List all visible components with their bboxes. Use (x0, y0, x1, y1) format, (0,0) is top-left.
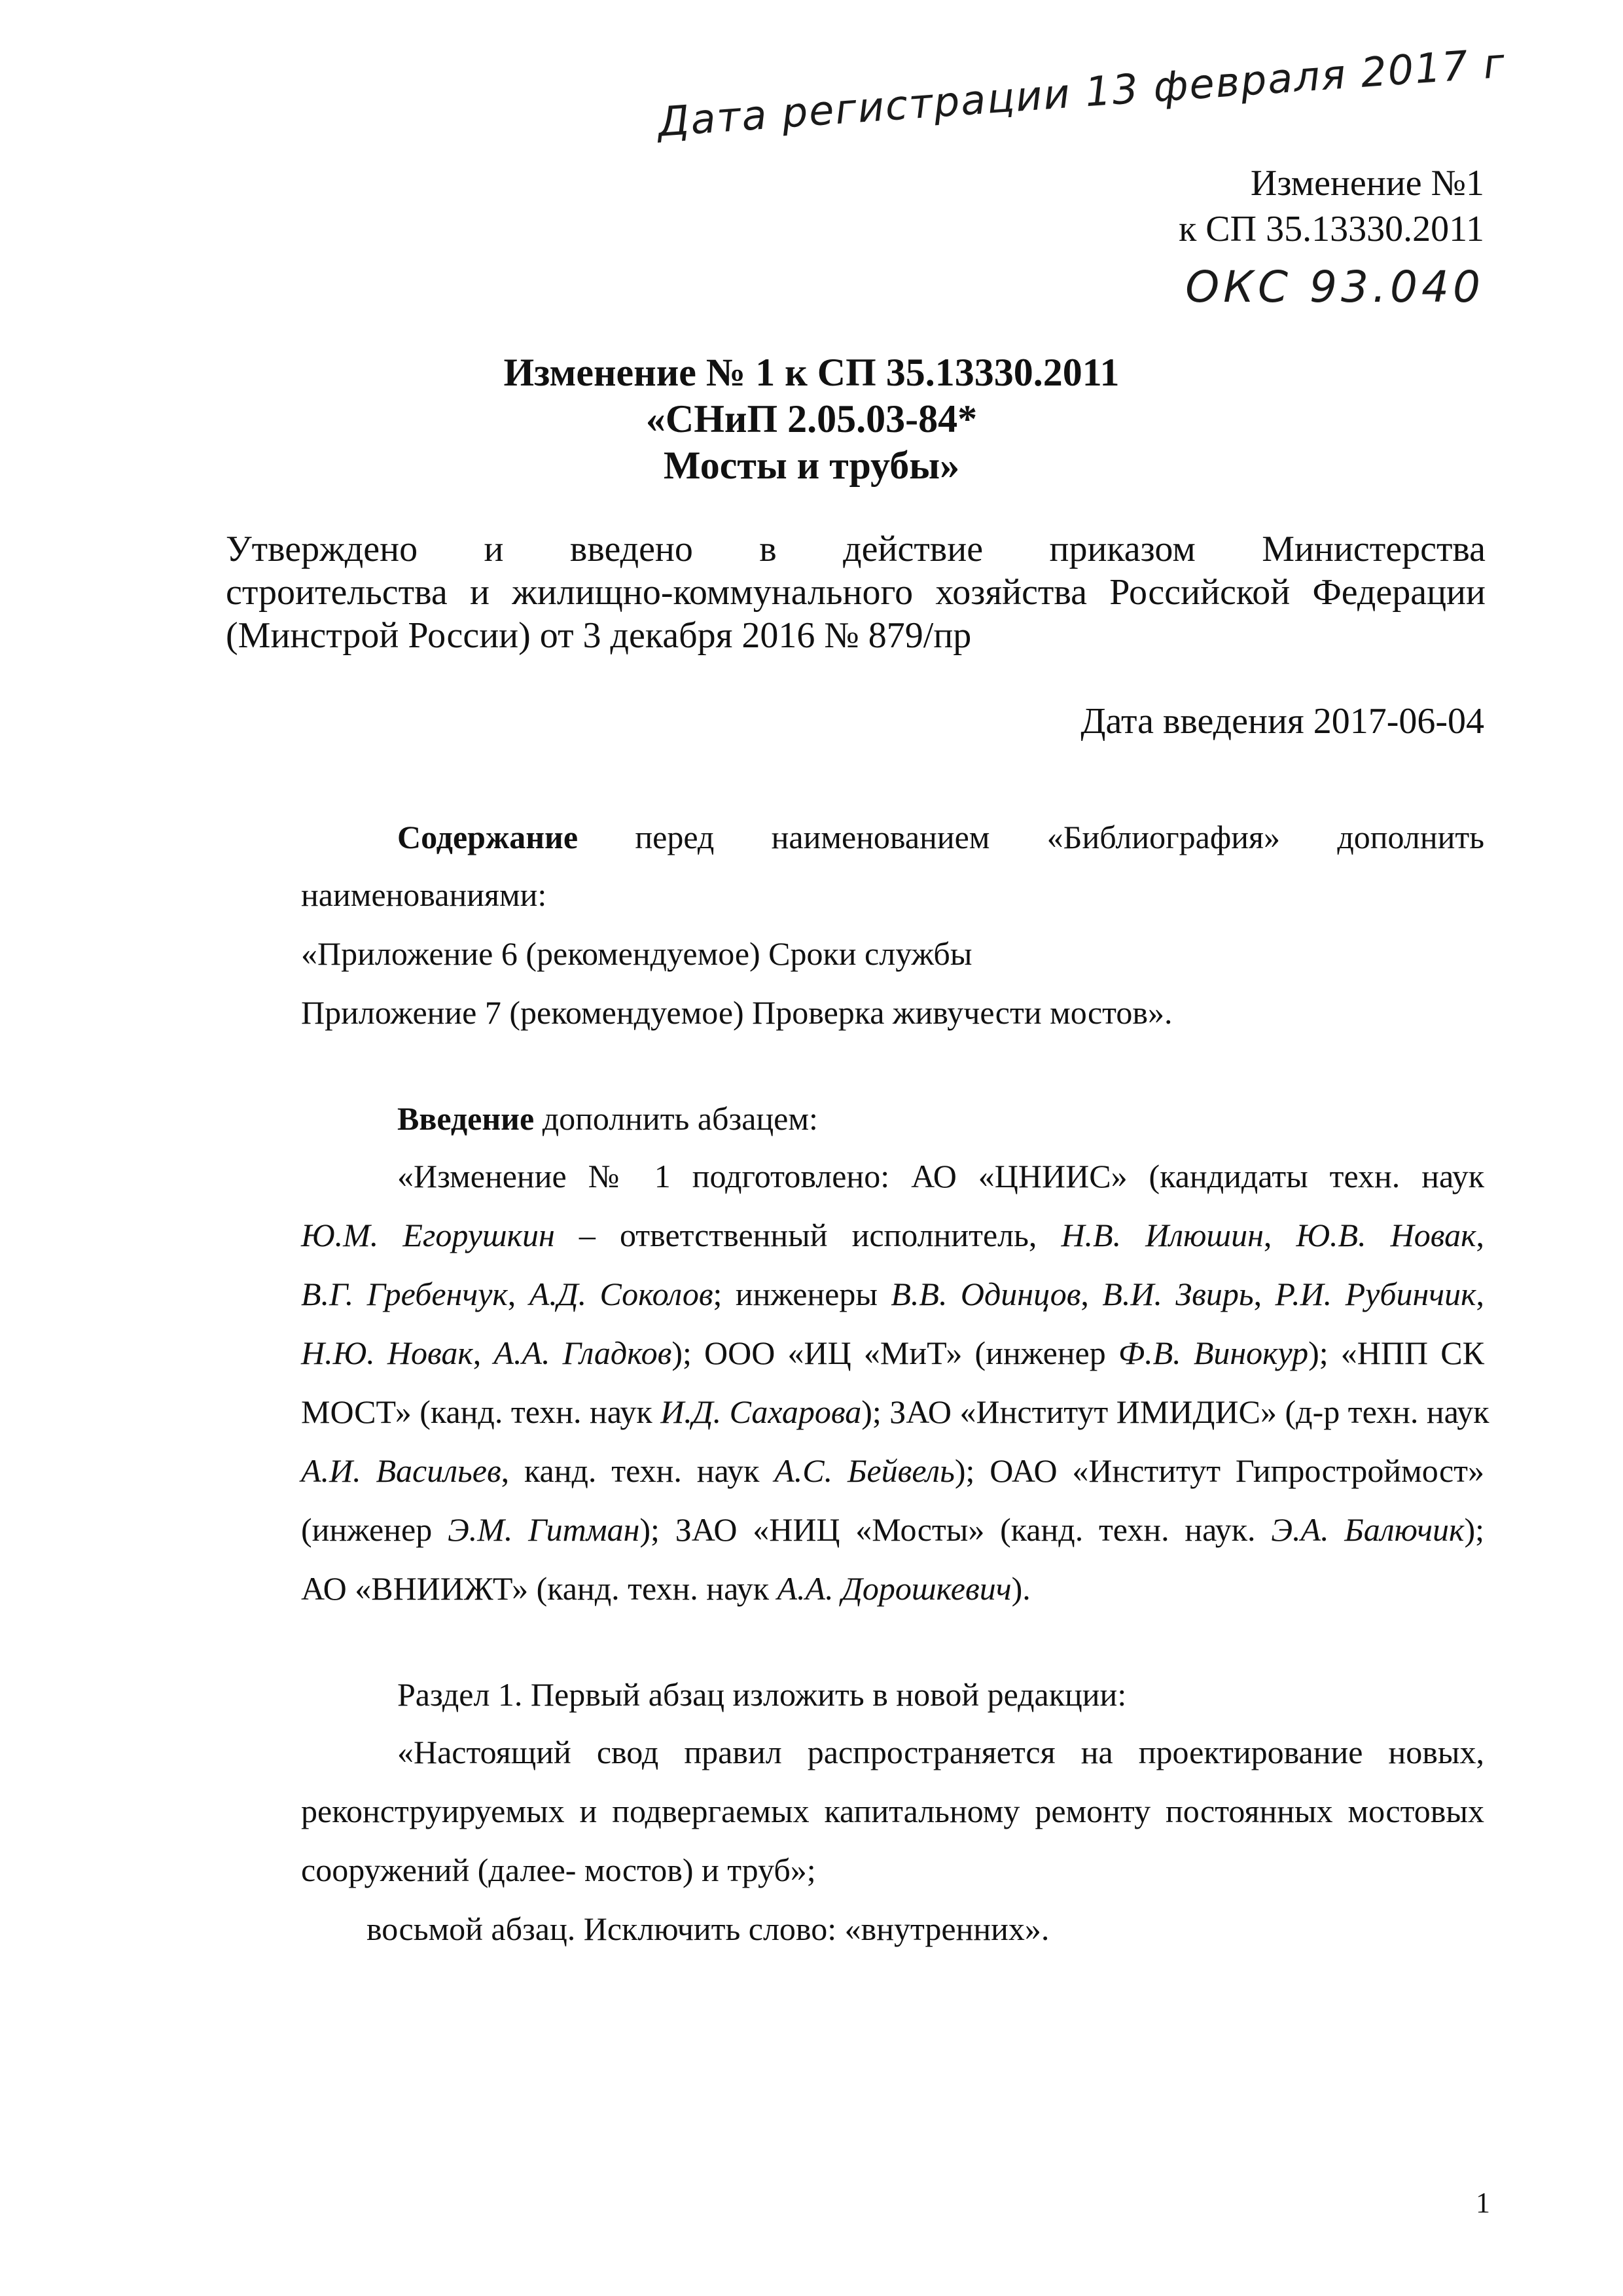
text-fragment: – ответственный исполнитель, (554, 1217, 1061, 1253)
sp-reference: к СП 35.13330.2011 (1179, 209, 1484, 249)
introduction-line8 (301, 1570, 1031, 1607)
author-name: Н.Ю. Новак (301, 1335, 473, 1371)
introduction-heading: Введение (397, 1100, 535, 1137)
text-fragment: , (1263, 1217, 1296, 1253)
handwritten-registration-note: Дата регистрации 13 февраля 2017 г (656, 39, 1508, 146)
introduction-line5 (301, 1393, 1489, 1431)
text-fragment: ); (1464, 1511, 1484, 1548)
text-fragment: , (1253, 1276, 1275, 1312)
text-fragment: , (1476, 1217, 1485, 1253)
text-fragment: , (507, 1276, 529, 1312)
text-fragment: АО «ВНИИЖТ» (канд. техн. наук (301, 1570, 777, 1607)
text-fragment: ; инженеры (713, 1276, 891, 1312)
text-fragment: МОСТ» (канд. техн. наук (301, 1393, 661, 1430)
introduction-line2 (301, 1216, 1484, 1254)
approval-line3: (Минстрой России) от 3 декабря 2016 № 879/пр (226, 615, 972, 656)
author-name: А.С. Бейвель (774, 1452, 955, 1489)
contents-line4: Приложение 7 (рекомендуемое) Проверка живучести мостов». (301, 994, 1173, 1031)
introduction-line6 (301, 1452, 1484, 1490)
author-name: А.И. Васильев (301, 1452, 501, 1489)
author-name: В.И. Звирь (1102, 1276, 1254, 1312)
contents-instruction: перед наименованием «Библиография» дополнить (635, 819, 1484, 855)
contents-heading: Содержание (397, 819, 579, 855)
handwritten-oks-code: ОКС 93.040 (1185, 262, 1484, 312)
text-fragment: ); ОАО «Институт Гипростроймост» (954, 1452, 1485, 1489)
text-fragment: ); ЗАО «НИЦ «Мосты» (канд. техн. наук. (639, 1511, 1272, 1548)
change-label: Изменение №1 (1250, 163, 1484, 204)
introduction-line1: «Изменение № 1 подготовлено: АО «ЦНИИС» (кандидаты техн. наук (397, 1158, 1484, 1194)
text-fragment: ). (1011, 1570, 1031, 1607)
section1-line5: восьмой абзац. Исключить слово: «внутренних». (366, 1910, 1050, 1947)
approval-line2: строительства и жилищно-коммунального хозяйства Российской Федерации (226, 572, 1486, 613)
document-title-line2: «СНиП 2.05.03-84* (645, 397, 978, 440)
document-title-line3: Мосты и трубы» (663, 444, 960, 487)
author-name: Э.М. Гитман (447, 1511, 640, 1548)
author-name: Ю.М. Егорушкин (301, 1217, 555, 1253)
text-fragment: , (1080, 1276, 1103, 1312)
approval-line1: Утверждено и введено в действие приказом Министерства (226, 529, 1486, 569)
section1-line3: реконструируемых и подвергаемых капитальному ремонту постоянных мостовых (301, 1793, 1484, 1829)
text-fragment: ); «НПП СК (1308, 1335, 1484, 1371)
introduction-heading-line (397, 1100, 818, 1138)
author-name: Ф.В. Винокур (1118, 1335, 1309, 1371)
introduction-line3 (301, 1275, 1484, 1313)
contents-line2: наименованиями: (301, 876, 547, 913)
author-name: А.Д. Соколов (529, 1276, 713, 1312)
page-number: 1 (1476, 2187, 1490, 2219)
text-fragment: (инженер (301, 1511, 448, 1548)
author-name: Н.В. Илюшин (1061, 1217, 1264, 1253)
text-fragment: ); ООО «ИЦ «МиТ» (инженер (671, 1335, 1118, 1371)
document-title-line1: Изменение № 1 к СП 35.13330.2011 (503, 351, 1120, 394)
effective-date: Дата введения 2017-06-04 (1080, 701, 1484, 742)
text-fragment: , (473, 1335, 494, 1371)
author-name: И.Д. Сахарова (660, 1393, 862, 1430)
introduction-instruction: дополнить абзацем: (534, 1100, 818, 1137)
section1-heading: Раздел 1. Первый абзац изложить в новой редакции: (397, 1676, 1127, 1713)
text-fragment: ); ЗАО «Институт ИМИДИС» (д-р техн. наук (861, 1393, 1489, 1430)
section1-line2: «Настоящий свод правил распространяется на проектирование новых, (397, 1734, 1484, 1770)
author-name: А.А. Дорошкевич (777, 1570, 1012, 1607)
introduction-line4 (301, 1334, 1484, 1372)
author-name: Э.А. Балючик (1271, 1511, 1465, 1548)
author-name: В.В. Одинцов (891, 1276, 1081, 1312)
author-name: Р.И. Рубинчик (1275, 1276, 1476, 1312)
author-name: А.А. Гладков (493, 1335, 672, 1371)
introduction-line7 (301, 1511, 1484, 1549)
contents-line3: «Приложение 6 (рекомендуемое) Сроки службы (301, 935, 972, 972)
contents-paragraph-line1 (397, 818, 1484, 856)
text-fragment: , канд. техн. наук (501, 1452, 775, 1489)
author-name: Ю.В. Новак (1296, 1217, 1476, 1253)
text-fragment: , (1476, 1276, 1485, 1312)
author-name: В.Г. Гребенчук (301, 1276, 508, 1312)
section1-line4: сооружений (далее- мостов) и труб»; (301, 1852, 816, 1888)
